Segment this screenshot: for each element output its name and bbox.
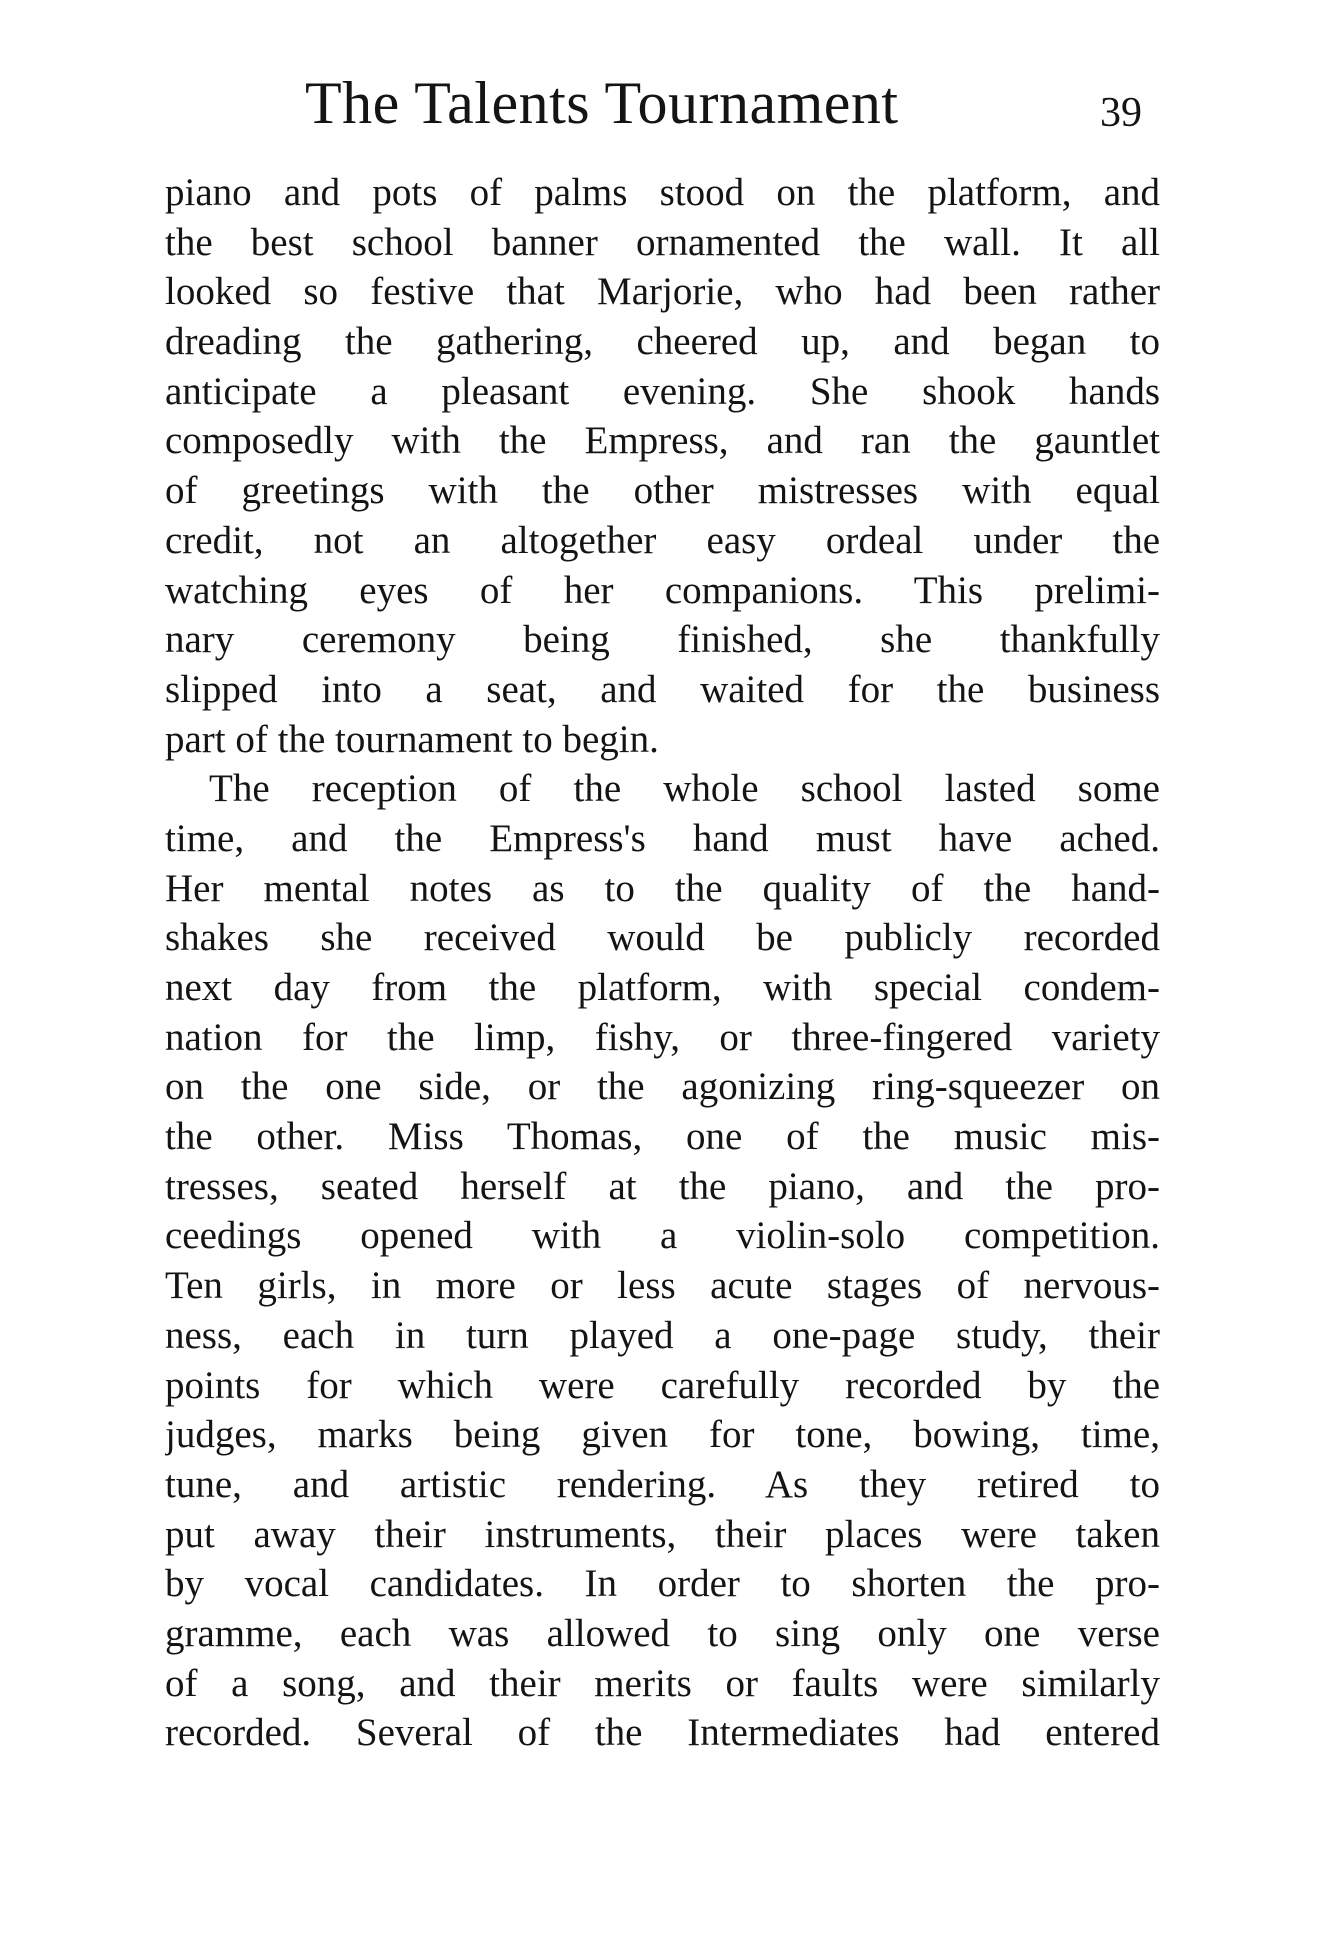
page-number: 39 bbox=[1100, 90, 1142, 136]
text-line: by vocal candidates. In order to shorten the pro- bbox=[165, 1562, 1160, 1606]
text-line: tune, and artistic rendering. As they retired to bbox=[165, 1462, 1160, 1506]
text-line: gramme, each was allowed to sing only one verse bbox=[165, 1611, 1160, 1655]
text-line: the best school banner ornamented the wall. It all bbox=[165, 220, 1160, 264]
text-line: judges, marks being given for tone, bowing, time, bbox=[165, 1413, 1160, 1457]
text-line: points for which were carefully recorded by the bbox=[165, 1363, 1160, 1407]
text-line: of a song, and their merits or faults were similarly bbox=[165, 1661, 1160, 1705]
text-line: composedly with the Empress, and ran the gauntlet bbox=[165, 419, 1160, 463]
text-line: recorded. Several of the Intermediates had entered bbox=[165, 1711, 1160, 1755]
paragraph-end-line: part of the tournament to begin. bbox=[165, 717, 659, 761]
text-line: Ten girls, in more or less acute stages of nervous- bbox=[165, 1264, 1160, 1308]
body-text bbox=[165, 168, 1160, 1758]
text-line: time, and the Empress's hand must have ached. bbox=[165, 816, 1160, 860]
text-line: on the one side, or the agonizing ring-squeezer on bbox=[165, 1065, 1160, 1109]
text-line: credit, not an altogether easy ordeal under the bbox=[165, 518, 1160, 562]
running-header bbox=[165, 68, 1165, 148]
text-line: anticipate a pleasant evening. She shook hands bbox=[165, 369, 1160, 413]
text-line: next day from the platform, with special condem- bbox=[165, 966, 1160, 1009]
text-line: shakes she received would be publicly recorded bbox=[165, 916, 1160, 960]
text-line: the other. Miss Thomas, one of the music mis- bbox=[165, 1115, 1160, 1159]
chapter-title: The Talents Tournament bbox=[305, 70, 899, 136]
text-line: looked so festive that Marjorie, who had been rather bbox=[165, 270, 1160, 314]
text-line: dreading the gathering, cheered up, and began to bbox=[165, 320, 1160, 364]
text-line: nary ceremony being finished, she thankfully bbox=[165, 618, 1160, 662]
text-line: of greetings with the other mistresses with equal bbox=[165, 469, 1160, 513]
text-line: Her mental notes as to the quality of the hand- bbox=[165, 866, 1160, 910]
text-line: tresses, seated herself at the piano, and the pro- bbox=[165, 1164, 1160, 1208]
text-line: nation for the limp, fishy, or three-fingered variety bbox=[165, 1015, 1160, 1059]
text-line: piano and pots of palms stood on the platform, and bbox=[165, 171, 1160, 214]
text-line: ness, each in turn played a one-page study, their bbox=[165, 1313, 1160, 1357]
text-line: watching eyes of her companions. This prelimi- bbox=[165, 568, 1160, 612]
text-line: ceedings opened with a violin-solo competition. bbox=[165, 1214, 1160, 1258]
text-line: put away their instruments, their places were taken bbox=[165, 1512, 1160, 1556]
text-line: slipped into a seat, and waited for the business bbox=[165, 667, 1160, 711]
paragraph-start-line: The reception of the whole school lasted some bbox=[209, 767, 1160, 811]
